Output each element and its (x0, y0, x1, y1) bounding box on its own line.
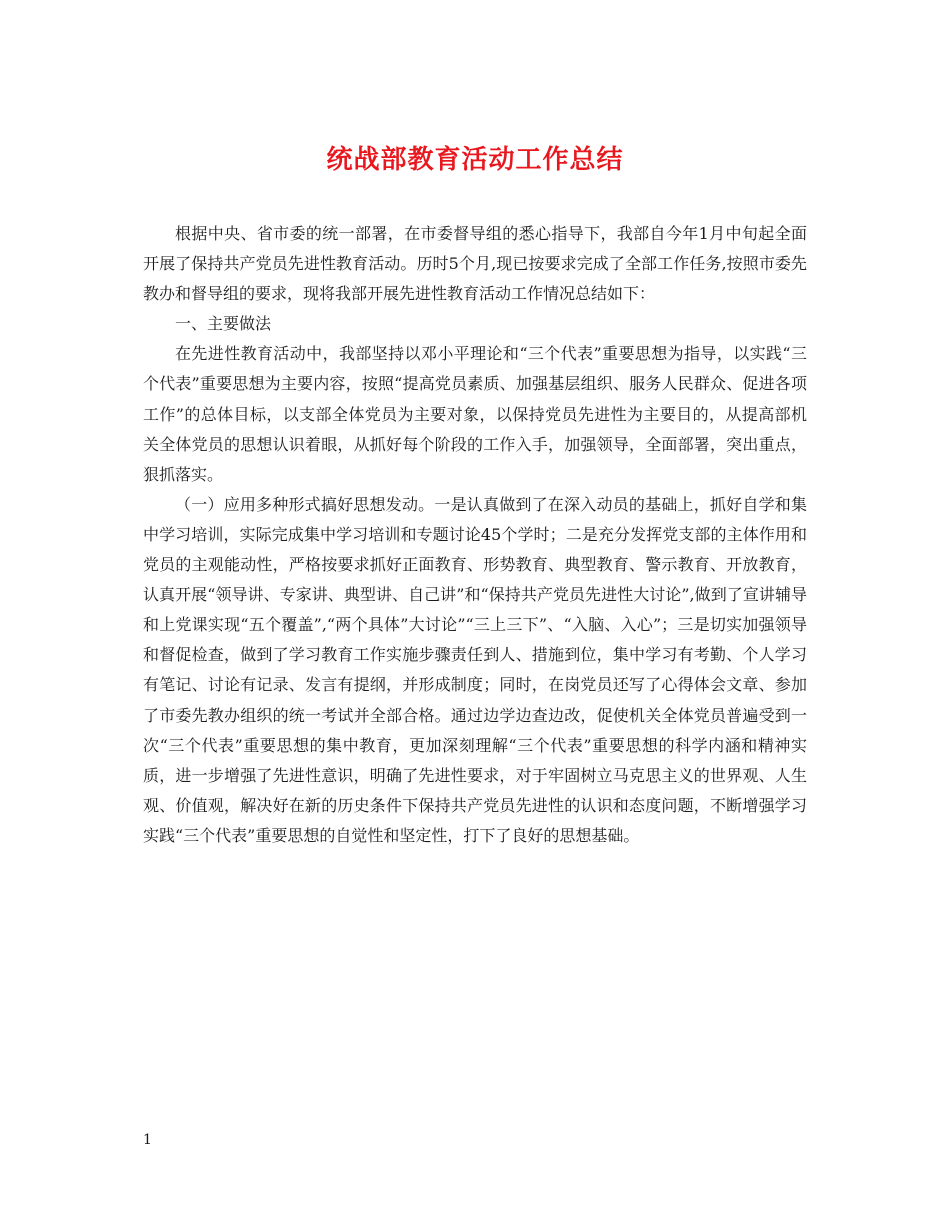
paragraph-intro: 根据中央、省市委的统一部署，在市委督导组的悉心指导下，我部自今年1月中旬起全面开展了保持共产党员先进性教育活动。历时5个月,现已按要求完成了全部工作任务,按照市委先教办和督导组的要求，现将我部开展先进性教育活动工作情况总结如下： (143, 224, 807, 304)
paragraph-approach: 在先进性教育活动中，我部坚持以邓小平理论和“三个代表”重要思想为指导，以实践“三个代表”重要思想为主要内容，按照“提高党员素质、加强基层组织、服务人民群众、促进各项工作”的总体目标，以支部全体党员为主要对象，以保持党员先进性为主要目的，从提高部机关全体党员的思想认识着眼，从抓好每个阶段的工作入手，加强领导，全面部署，突出重点，狠抓落实。 (143, 344, 807, 484)
paragraph-section-one: （一）应用多种形式搞好思想发动。一是认真做到了在深入动员的基础上，抓好自学和集中学习培训，实际完成集中学习培训和专题讨论45个学时；二是充分发挥党支部的主体作用和党员的主观能动性，严格按要求抓好正面教育、形势教育、典型教育、警示教育、开放教育，认真开展“领导讲、专家讲、典型讲、自己讲”和“保持共产党员先进性大讨论”,做到了宣讲辅导和上党课实现“五个覆盖”,“两个具体”大讨论”“三上三下”、“入脑、入心”；三是切实加强领导和督促检查，做到了学习教育工作实施步骤责任到人、措施到位，集中学习有考勤、个人学习有笔记、讨论有记录、发言有提纲，并形成制度；同时，在岗党员还写了心得体会文章、参加了市委先教办组织的统一考试并全部合格。通过边学边查边改，促使机关全体党员普遍受到一次“三个代表”重要思想的集中教育，更加深刻理解“三个代表”重要思想的科学内涵和精神实质，进一步增强了先进性意识，明确了先进性要求，对于牢固树立马克思主义的世界观、人生观、价值观，解决好在新的历史条件下保持共产党员先进性的认识和态度问题，不断增强学习实践“三个代表”重要思想的自觉性和坚定性，打下了良好的思想基础。 (143, 494, 807, 845)
document-title: 统战部教育活动工作总结 (326, 145, 624, 175)
document-body (143, 219, 807, 851)
section-heading: 一、主要做法 (175, 314, 272, 334)
page-number: 1 (143, 1132, 152, 1148)
